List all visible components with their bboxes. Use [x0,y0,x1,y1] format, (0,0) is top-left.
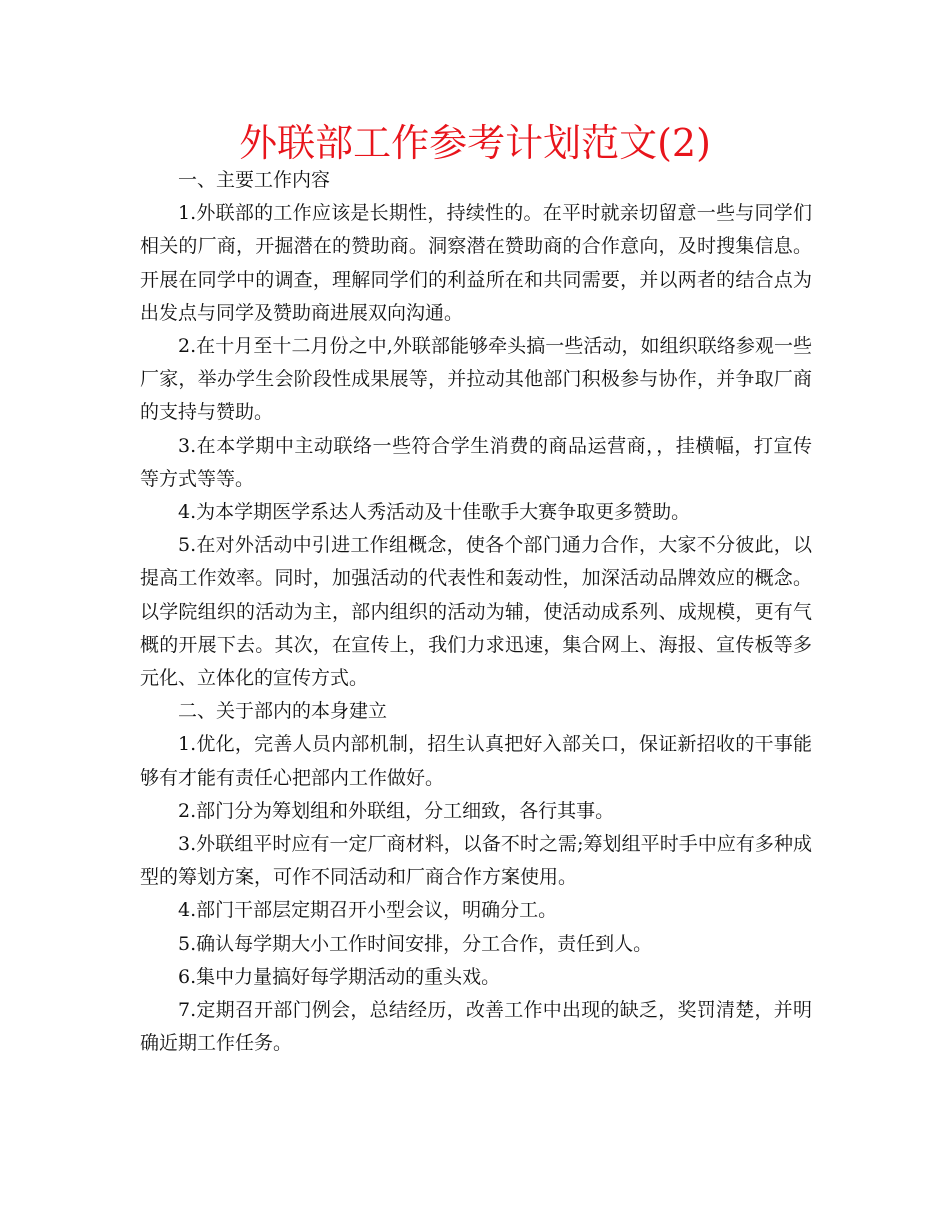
paragraph: 4.为本学期医学系达人秀活动及十佳歌手大赛争取更多赞助。 [178,501,691,524]
paragraph: 7.定期召开部门例会，总结经历，改善工作中出现的缺乏，奖罚清楚，并明确近期工作任务。 [140,999,812,1055]
paragraph: 6.集中力量搞好每学期活动的重头戏。 [178,965,501,988]
section-heading: 二、关于部内的本身建立 [178,700,388,723]
paragraph: 3.在本学期中主动联络一些符合学生消费的商品运营商，，挂横幅，打宣传等方式等等。 [140,434,812,490]
paragraph: 1.优化，完善人员内部机制，招生认真把好入部关口，保证新招收的干事能够有才能有责任心把部内工作做好。 [140,733,812,789]
paragraph: 2.在十月至十二月份之中,外联部能够牵头搞一些活动，如组织联络参观一些厂家，举办学生会阶段性成果展等，并拉动其他部门积极参与协作，并争取厂商的支持与赞助。 [140,335,812,424]
paragraph: 2.部门分为筹划组和外联组，分工细致，各行其事。 [178,799,615,822]
document-body [140,164,812,1060]
section-heading: 一、主要工作内容 [178,169,331,191]
paragraph: 1.外联部的工作应该是长期性，持续性的。在平时就亲切留意一些与同学们相关的厂商，开掘潜在的赞助商。洞察潜在赞助商的合作意向，及时搜集信息。开展在同学中的调查，理解同学们的利益所在和共同需要，并以两者的结合点为出发点与同学及赞助商进展双向沟通。 [140,202,812,324]
paragraph: 4.部门干部层定期召开小型会议，明确分工。 [178,899,558,922]
paragraph: 3.外联组平时应有一定厂商材料，以备不时之需;筹划组平时手中应有多种成型的筹划方案，可作不同活动和厂商合作方案使用。 [140,833,812,889]
paragraph: 5.确认每学期大小工作时间安排，分工合作，责任到人。 [178,932,653,955]
document-title: 外联部工作参考计划范文(2) [239,121,711,165]
paragraph: 5.在对外活动中引进工作组概念，使各个部门通力合作，大家不分彼此，以提高工作效率。同时，加强活动的代表性和轰动性，加深活动品牌效应的概念。以学院组织的活动为主，部内组织的活动为辅，使活动成系列、成规模，更有气概的开展下去。其次，在宣传上，我们力求迅速，集合网上、海报、宣传板等多元化、立体化的宣传方式。 [140,534,812,690]
